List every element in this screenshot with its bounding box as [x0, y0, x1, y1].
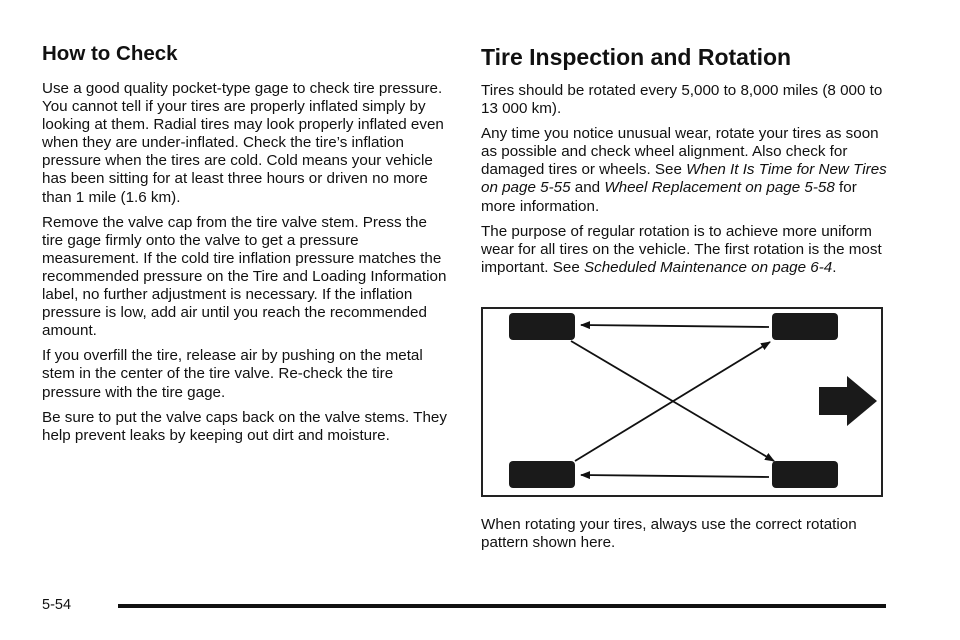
diagram-caption: When rotating your tires, always use the correct rotation pattern shown here.	[481, 516, 857, 552]
rear-left-tire	[509, 461, 575, 488]
text-run: Any time you notice unusual wear, rotate your tires as soon as possible and check wheel alignment. Also check for damaged tires or wheels. See	[481, 125, 879, 179]
how-to-check-body	[42, 80, 452, 452]
cross-reference-scheduled-maintenance: Scheduled Maintenance on page 6-4	[584, 258, 833, 276]
paragraph: Use a good quality pocket-type gage to check tire pressure. You cannot tell if your tires are properly inflated simply by looking at them. Radial tires may look properly inflated even when they are under-inflated. Check the tire’s inflation pressure when the tires are cold. Cold means your vehicle has been sitting for at least three hours or driven no more than 1 mile (1.6 km).	[42, 80, 444, 206]
rear-right-tire	[772, 461, 838, 488]
text-run: for more information.	[481, 179, 857, 215]
paragraph: Remove the valve cap from the tire valve stem. Press the tire gage firmly onto the valve to get a pressure measurement. If the cold tire inflation pressure matches the recommended pressure on the Tire and Loading Information label, no further adjustment is necessary. If the inflation pressure is low, add air until you reach the recommended amount.	[42, 213, 447, 340]
footer-rule	[118, 604, 886, 608]
tire-rotation-diagram	[481, 307, 883, 497]
section-heading-how-to-check: How to Check	[42, 42, 178, 65]
front-right-tire	[772, 313, 838, 340]
text-run: and	[570, 179, 605, 197]
paragraph: Tires should be rotated every 5,000 to 8,000 miles (8 000 to 13 000 km).	[481, 82, 883, 118]
paragraph	[481, 223, 891, 277]
section-heading-tire-rotation: Tire Inspection and Rotation	[481, 44, 792, 70]
text-run: .	[832, 258, 837, 276]
paragraph: If you overfill the tire, release air by pushing on the metal stem in the center of the tire valve. Re-check the tire pressure with the tire gage.	[42, 347, 423, 401]
vehicle-front-direction-arrow-icon	[819, 376, 877, 426]
cross-reference-new-tires: When It Is Time for New Tires on page 5-55	[481, 161, 887, 197]
rotation-pattern-graphic	[483, 309, 881, 495]
text-run: The purpose of regular rotation is to achieve more uniform wear for all tires on the vehicle. The first rotation is the most important. See	[481, 222, 882, 276]
paragraph	[481, 125, 891, 215]
page-number: 5-54	[42, 597, 72, 613]
arrow-fr-to-fl	[581, 325, 769, 327]
tire-rotation-body	[481, 82, 891, 284]
paragraph: Be sure to put the valve caps back on the valve stems. They help prevent leaks by keeping out dirt and moisture.	[42, 408, 447, 444]
cross-reference-wheel-replacement: Wheel Replacement on page 5-58	[604, 179, 835, 197]
front-left-tire	[509, 313, 575, 340]
arrow-rr-to-rl	[581, 475, 769, 477]
